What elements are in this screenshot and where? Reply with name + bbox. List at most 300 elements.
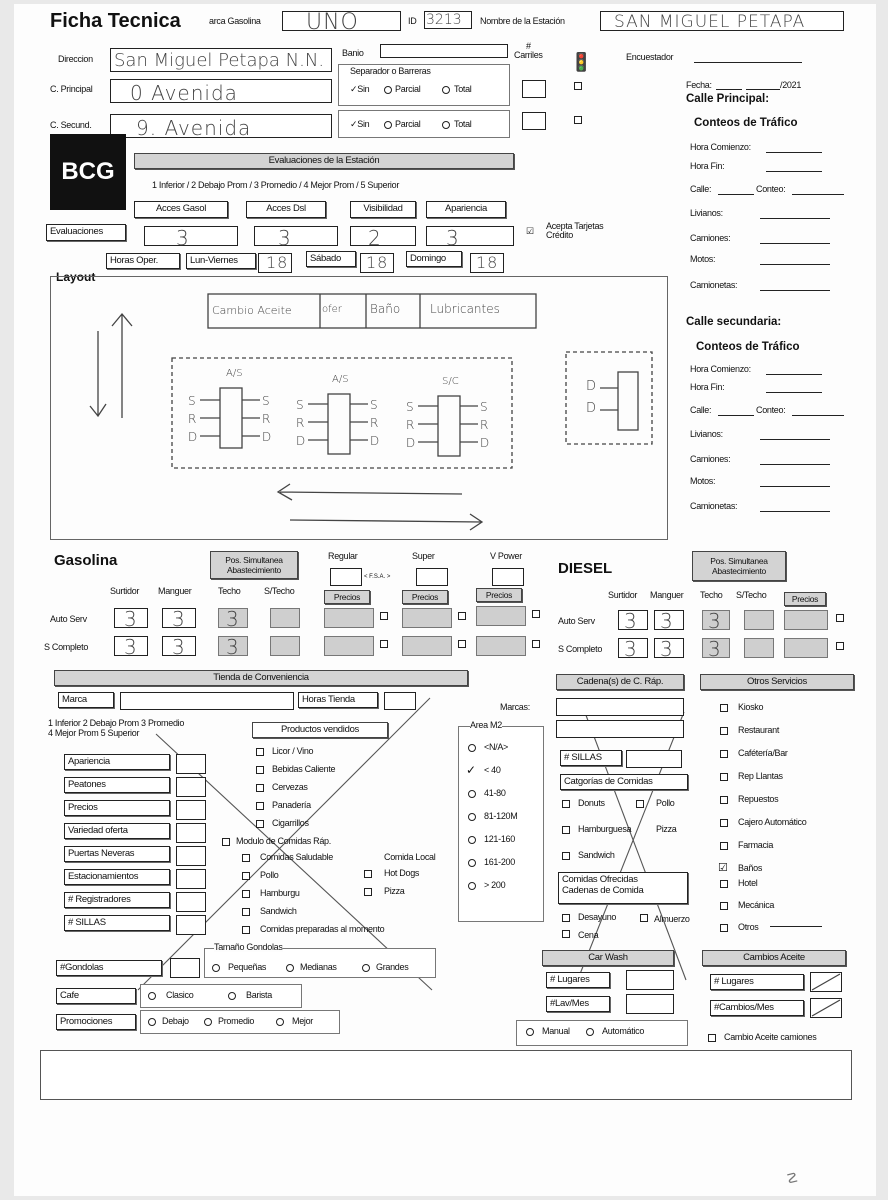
hora-comienzo-label-2: Hora Comienzo: [690, 364, 751, 374]
promedio-radio[interactable] [204, 1018, 212, 1026]
camionetas-line-1[interactable] [760, 290, 830, 291]
otros-label-9: Mecánica [738, 900, 775, 910]
sign-bano: Baño [370, 302, 401, 316]
dsl-surtidor-header: Surtidor [608, 590, 638, 600]
eval-scale: 1 Inferior / 2 Debajo Prom / 3 Promedio / 4 Mejor Prom / 5 Superior [152, 180, 400, 190]
conteo-line-1[interactable] [792, 194, 844, 195]
pollo-cadena-checkbox[interactable] [636, 800, 644, 808]
criteria-label-7: # SILLAS [64, 915, 170, 931]
otros-checkbox-8[interactable] [720, 880, 728, 888]
light2-checkbox[interactable] [574, 116, 582, 124]
calle-line-2[interactable] [718, 415, 754, 416]
sep1-total-radio[interactable] [442, 86, 450, 94]
direccion-value: San Miguel Petapa N.N. [114, 50, 325, 71]
encuestador-line[interactable] [694, 62, 802, 63]
dsl-manguer-header: Manguer [650, 590, 684, 600]
gas-auto-stecho[interactable] [270, 608, 300, 628]
area-option-label-4: 121-160 [484, 834, 515, 844]
comida-checkbox-0[interactable] [242, 854, 250, 862]
gas-comp-sup-check[interactable] [458, 640, 466, 648]
conteo-line-2[interactable] [792, 415, 844, 416]
cadena-field-1[interactable] [556, 698, 684, 716]
producto-label-0: Licor / Vino [272, 746, 314, 756]
criteria-label-5: Estacionamientos [64, 869, 170, 885]
sep1-parcial-radio[interactable] [384, 86, 392, 94]
pizza-cadena-label: Pizza [656, 824, 677, 834]
comida-local-label: Comida Local [384, 852, 436, 862]
hora-comienzo-line-1[interactable] [766, 152, 822, 153]
gas-auto-precio-regular[interactable] [324, 608, 374, 628]
area-option-radio-1[interactable]: ✓ [466, 763, 476, 777]
hora-comienzo-label-1: Hora Comienzo: [690, 142, 751, 152]
survey-sheet [14, 4, 876, 1196]
gas-auto-precio-vpower[interactable] [476, 606, 526, 626]
camionetas-label-2: Camionetas: [690, 501, 738, 511]
otros-label-1: Restaurant [738, 725, 780, 735]
producto-label-2: Cervezas [272, 782, 308, 792]
automatico-label: Automático [602, 1026, 645, 1036]
cadena-sillas-label: # SILLAS [560, 750, 622, 766]
acces-gasol-label: Acces Gasol [134, 201, 228, 218]
secundaria-label: C. Secund. [50, 120, 92, 130]
fecha-year: /2021 [780, 80, 802, 90]
clasico-label: Clasico [166, 990, 194, 1000]
hora-fin-label-2: Hora Fin: [690, 382, 725, 392]
donuts-label: Donuts [578, 798, 605, 808]
sep2-parcial-label: Parcial [395, 119, 421, 129]
domingo-label: Domingo [406, 251, 462, 267]
banio-label: Banio [342, 48, 364, 58]
carriles-label: # Carriles [514, 41, 543, 60]
otros-checkbox-9[interactable] [720, 902, 728, 910]
cambio-camiones-checkbox[interactable] [708, 1034, 716, 1042]
criteria-label-1: Peatones [64, 777, 170, 793]
fecha-day[interactable] [716, 89, 742, 90]
otros-checkbox-3[interactable] [720, 773, 728, 781]
gas-auto-surtidor-value: 3 [124, 607, 138, 631]
gas-auto-label: Auto Serv [50, 614, 87, 624]
fecha-label: Fecha: [686, 80, 712, 90]
camiones-label-1: Camiones: [690, 233, 731, 243]
sabado-label: Sábado [306, 251, 356, 267]
area-option-radio-2[interactable] [468, 790, 476, 798]
gondolas-label: #Gondolas [56, 960, 162, 976]
sign-lubricantes: Lubricantes [430, 302, 500, 316]
comida-label-1: Pollo [260, 870, 279, 880]
tarjetas-checkbox[interactable]: ☑ [526, 226, 534, 236]
encuestador-label: Encuestador [626, 52, 674, 62]
gondolas-field[interactable] [170, 958, 200, 978]
gas-techo-header: Techo [218, 586, 241, 596]
otros-checkbox-10[interactable] [720, 924, 728, 932]
station-label: Nombre de la Estación [480, 16, 565, 26]
regular-field[interactable] [330, 568, 362, 586]
area-option-radio-5[interactable] [468, 859, 476, 867]
dsl-comp-stecho[interactable] [744, 638, 774, 658]
motos-line-1[interactable] [760, 264, 830, 265]
carwash-lav-label: #Lav/Mes [546, 996, 610, 1012]
cena-checkbox[interactable] [562, 930, 570, 938]
separador-label: Separador o Barreras [350, 66, 431, 76]
dsl-techo-header: Techo [700, 590, 723, 600]
area-option-radio-0[interactable] [468, 744, 476, 752]
area-option-radio-4[interactable] [468, 836, 476, 844]
otros-label-3: Rep Llantas [738, 771, 783, 781]
dsl-comp-surtidor-value: 3 [624, 637, 638, 661]
dsl-comp-manguer-value: 3 [660, 637, 674, 661]
pump2-label: A/S [332, 374, 349, 385]
mejor-radio[interactable] [276, 1018, 284, 1026]
cambios-mes-label: #Cambios/Mes [710, 1000, 804, 1016]
camiones-label-2: Camiones: [690, 454, 731, 464]
sep1-sin-option[interactable]: ✓Sin [350, 84, 370, 94]
cambios-lugares-label: # Lugares [710, 974, 804, 990]
motos-line-2[interactable] [760, 486, 830, 487]
otros-label-4: Repuestos [738, 794, 779, 804]
comida-label-2: Hamburgu [260, 888, 300, 898]
dsl-comp-check[interactable] [836, 642, 844, 650]
criteria-label-6: # Registradores [64, 892, 170, 908]
pump1-left-labels: S R D [188, 394, 199, 444]
marca-label: arca Gasolina [209, 16, 261, 26]
camiones-line-2[interactable] [760, 464, 830, 465]
cena-label: Cena [578, 930, 599, 940]
comida-label-4: Comidas preparadas al momento [260, 924, 385, 934]
otros-checkbox-5[interactable] [720, 819, 728, 827]
direccion-label: Direccion [58, 54, 93, 64]
super-field[interactable] [416, 568, 448, 586]
clasico-radio[interactable] [148, 992, 156, 1000]
station-value: SAN MIGUEL PETAPA [614, 12, 806, 32]
gas-stecho-header: S/Techo [264, 586, 295, 596]
motos-label-2: Motos: [690, 476, 716, 486]
gas-auto-manguer-value: 3 [172, 607, 186, 631]
livianos-line-1[interactable] [760, 218, 830, 219]
comments-field[interactable] [40, 1050, 852, 1100]
desayuno-checkbox[interactable] [562, 914, 570, 922]
grandes-radio[interactable] [362, 964, 370, 972]
sandwich-label: Sandwich [578, 850, 615, 860]
hamburguesa-label: Hamburguesa [578, 824, 632, 834]
modulo-label: Modulo de Comidas Ráp. [236, 836, 331, 846]
principal-value: 0 Avenida [130, 81, 238, 105]
eval-visibilidad-field[interactable] [350, 226, 416, 246]
criteria-field-4[interactable] [176, 846, 206, 866]
bcg-logo: BCG [50, 134, 126, 210]
producto-checkbox-1[interactable] [256, 766, 264, 774]
pump3-right-labels: S R D [480, 400, 491, 450]
dsl-precios-header: Precios [784, 592, 826, 606]
criteria-label-4: Puertas Neveras [64, 846, 170, 862]
cambios-header: Cambios Aceite [702, 950, 846, 966]
diesel-pos-header: Pos. Simultanea Abastecimiento [692, 551, 786, 581]
producto-checkbox-2[interactable] [256, 784, 264, 792]
otros-checkbox-2[interactable] [720, 750, 728, 758]
cross-out-mark-2 [574, 704, 694, 984]
gasolina-title: Gasolina [54, 552, 118, 569]
otros-label-8: Hotel [738, 878, 758, 888]
conteo-label-2: Conteo: [756, 405, 786, 415]
id-value: 3213 [426, 12, 462, 28]
productos-header: Productos vendidos [252, 722, 388, 738]
area-option-label-2: 41-80 [484, 788, 506, 798]
gas-precios-regular: Precios [324, 590, 370, 604]
area-group [458, 726, 544, 922]
categorias-label: Catgorías de Comidas [560, 774, 688, 790]
pollo-cadena-label: Pollo [656, 798, 675, 808]
dsl-completo-label: S Completo [558, 644, 603, 654]
diesel-title: DIESEL [558, 560, 613, 577]
eval-v3: 2 [368, 226, 382, 250]
pump2-right-labels: S R D [370, 398, 381, 448]
gas-precios-vpower: Precios [476, 588, 522, 602]
apariencia-label: Apariencia [426, 201, 506, 218]
carriles1-field[interactable] [522, 80, 546, 98]
criteria-field-3[interactable] [176, 823, 206, 843]
pump2-left-labels: S R D [296, 398, 307, 448]
layout-sketch [50, 276, 668, 540]
gas-comp-vp-check[interactable] [532, 640, 540, 648]
producto-checkbox-3[interactable] [256, 802, 264, 810]
debajo-label: Debajo [162, 1016, 189, 1026]
traffic-light-icon: 🚦 [570, 52, 593, 72]
dsl-auto-stecho[interactable] [744, 610, 774, 630]
calle-secundaria-title: Calle secundaria: [686, 316, 782, 328]
criteria-label-2: Precios [64, 800, 170, 816]
medianas-label: Medianas [300, 962, 337, 972]
carwash-header: Car Wash [542, 950, 674, 966]
hora-fin-line-2[interactable] [766, 392, 822, 393]
producto-checkbox-4[interactable] [256, 820, 264, 828]
scribble-mark: ☡ [786, 1170, 799, 1186]
sign-oferta: ofer [322, 304, 342, 315]
area-option-label-5: 161-200 [484, 857, 515, 867]
tienda-header: Tienda de Conveniencia [54, 670, 468, 686]
otros-checkbox-6[interactable] [720, 842, 728, 850]
pump3-left-labels: S R D [406, 400, 417, 450]
otros-label-0: Kiosko [738, 702, 764, 712]
layout-title: Layout [56, 270, 96, 284]
livianos-line-2[interactable] [760, 439, 830, 440]
page-title: Ficha Tecnica [50, 10, 181, 32]
gas-comp-manguer-value: 3 [172, 635, 186, 659]
tienda-scale-1: 1 Inferior 2 Debajo Prom 3 Promedio [48, 718, 185, 728]
manual-label: Manual [542, 1026, 570, 1036]
pequenas-radio[interactable] [212, 964, 220, 972]
fsa-label: < F.S.A. > [364, 574, 391, 580]
cadena-field-2[interactable] [556, 720, 684, 738]
carwash-lav-field[interactable] [626, 994, 674, 1014]
sep2-total-radio[interactable] [442, 121, 450, 129]
barista-label: Barista [246, 990, 272, 1000]
eval-acces-gasol-field[interactable] [144, 226, 238, 246]
gasolina-pos-header: Pos. Simultanea Abastecimiento [210, 551, 298, 579]
sign-cambio-aceite: Cambio Aceite [212, 304, 292, 317]
gas-surtidor-header: Surtidor [110, 586, 140, 596]
gas-comp-surtidor-value: 3 [124, 635, 138, 659]
dsl-auto-label: Auto Serv [558, 616, 595, 626]
area-option-radio-6[interactable] [468, 882, 476, 890]
hora-fin-label-1: Hora Fin: [690, 161, 725, 171]
camionetas-label-1: Camionetas: [690, 280, 738, 290]
cadena-sillas-field[interactable] [626, 750, 682, 768]
calle-label-2: Calle: [690, 405, 712, 415]
marca-value: UNO [306, 10, 359, 35]
producto-label-4: Cigarrillos [272, 818, 309, 828]
cafe-label: Cafe [56, 988, 136, 1004]
gas-completo-label: S Completo [44, 642, 89, 652]
comida-checkbox-1[interactable] [242, 872, 250, 880]
mejor-label: Mejor [292, 1016, 314, 1026]
gas-comp-precio-super[interactable] [402, 636, 452, 656]
horas-tienda-field[interactable] [384, 692, 416, 710]
area-title: Area M2 [470, 720, 502, 730]
diesel-pump-labels: D D [586, 379, 598, 416]
almuerzo-checkbox[interactable] [640, 914, 648, 922]
dsl-auto-check[interactable] [836, 614, 844, 622]
criteria-field-2[interactable] [176, 800, 206, 820]
criteria-label-0: Apariencia [64, 754, 170, 770]
gas-comp-reg-check[interactable] [380, 640, 388, 648]
dsl-auto-precio[interactable] [784, 610, 828, 630]
pizza-local-label: Pizza [384, 886, 405, 896]
barista-radio[interactable] [228, 992, 236, 1000]
gas-comp-precio-regular[interactable] [324, 636, 374, 656]
gas-auto-sup-check[interactable] [458, 612, 466, 620]
otros-label-10: Otros [738, 922, 759, 932]
comida-checkbox-2[interactable] [242, 890, 250, 898]
secundaria-value: 9. Avenida [136, 116, 252, 140]
sep2-parcial-radio[interactable] [384, 121, 392, 129]
comida-checkbox-3[interactable] [242, 908, 250, 916]
lun-viernes-value: 18 [266, 253, 289, 272]
criteria-label-3: Variedad oferta [64, 823, 170, 839]
motos-label-1: Motos: [690, 254, 716, 264]
medianas-radio[interactable] [286, 964, 294, 972]
grandes-label: Grandes [376, 962, 409, 972]
area-option-label-6: > 200 [484, 880, 506, 890]
gas-auto-reg-check[interactable] [380, 612, 388, 620]
conteo-label-1: Conteo: [756, 184, 786, 194]
otros-checkbox-1[interactable] [720, 727, 728, 735]
pump3-label: S/C [442, 376, 459, 387]
dsl-auto-surtidor-value: 3 [624, 609, 638, 633]
regular-label: Regular [328, 551, 358, 561]
criteria-field-5[interactable] [176, 869, 206, 889]
light1-checkbox[interactable] [574, 82, 582, 90]
dsl-auto-techo-value: 3 [708, 609, 722, 633]
eval-apariencia-field[interactable] [426, 226, 514, 246]
comida-checkbox-4[interactable] [242, 926, 250, 934]
area-option-radio-3[interactable] [468, 813, 476, 821]
area-option-label-0: <N/A> [484, 742, 509, 752]
tienda-marca-field[interactable] [120, 692, 294, 710]
area-option-label-3: 81-120M [484, 811, 518, 821]
modulo-checkbox[interactable] [222, 838, 230, 846]
almuerzo-label: Almuerzo [654, 914, 690, 924]
promedio-label: Promedio [218, 1016, 255, 1026]
horas-tienda-label: Horas Tienda [298, 692, 378, 708]
gas-comp-precio-vpower[interactable] [476, 636, 526, 656]
calle-principal-title: Calle Principal: [686, 93, 770, 105]
gas-comp-stecho[interactable] [270, 636, 300, 656]
dsl-stecho-header: S/Techo [736, 590, 767, 600]
otros-checkbox-4[interactable] [720, 796, 728, 804]
evaluaciones-label: Evaluaciones [46, 224, 126, 241]
criteria-field-1[interactable] [176, 777, 206, 797]
pump1-right-labels: S R D [262, 394, 273, 444]
fecha-month[interactable] [746, 89, 780, 90]
criteria-field-7[interactable] [176, 915, 206, 935]
dsl-comp-techo-value: 3 [708, 637, 722, 661]
sep1-parcial-label: Parcial [395, 84, 421, 94]
hotdogs-label: Hot Dogs [384, 868, 420, 878]
sep2-total-label: Total [454, 119, 472, 129]
dsl-comp-precio[interactable] [784, 638, 828, 658]
banio-field[interactable] [380, 44, 508, 58]
automatico-radio[interactable] [586, 1028, 594, 1036]
gas-precios-super: Precios [402, 590, 448, 604]
ofrecidas-label: Comidas Ofrecidas Cadenas de Comida [558, 872, 688, 904]
eval-header: Evaluaciones de la Estación [134, 153, 514, 169]
camionetas-line-2[interactable] [760, 511, 830, 512]
donuts-checkbox[interactable] [562, 800, 570, 808]
otros-label-5: Cajero Automático [738, 817, 807, 827]
super-label: Super [412, 551, 435, 561]
hotdogs-checkbox[interactable] [364, 870, 372, 878]
otros-checkbox-0[interactable] [720, 704, 728, 712]
visibilidad-label: Visibilidad [350, 201, 416, 218]
vpower-field[interactable] [492, 568, 524, 586]
vpower-label: V Power [490, 551, 522, 561]
acces-dsl-label: Acces Dsl [246, 201, 326, 218]
debajo-radio[interactable] [148, 1018, 156, 1026]
criteria-field-6[interactable] [176, 892, 206, 912]
cadena-header: Cadena(s) de C. Ráp. [556, 674, 684, 690]
principal-label: C. Principal [50, 84, 93, 94]
promociones-label: Promociones [56, 1014, 136, 1030]
gas-auto-vp-check[interactable] [532, 610, 540, 618]
domingo-value: 18 [476, 253, 499, 272]
hamburguesa-checkbox[interactable] [562, 826, 570, 834]
pizza-local-checkbox[interactable] [364, 888, 372, 896]
tienda-scale-2: 4 Mejor Prom 5 Superior [48, 728, 140, 738]
calle-line-1[interactable] [718, 194, 754, 195]
sep2-sin-option[interactable]: ✓Sin [350, 119, 370, 129]
horas-oper-label: Horas Oper. [106, 253, 180, 269]
manual-radio[interactable] [526, 1028, 534, 1036]
hora-fin-line-1[interactable] [766, 171, 822, 172]
camiones-line-1[interactable] [760, 243, 830, 244]
gas-manguer-header: Manguer [158, 586, 192, 596]
gas-auto-techo-value: 3 [226, 607, 240, 631]
otros-checkbox-7[interactable]: ☑ [718, 862, 728, 874]
eval-acces-dsl-field[interactable] [254, 226, 338, 246]
comida-label-0: Comidas Saludable [260, 852, 333, 862]
producto-checkbox-0[interactable] [256, 748, 264, 756]
criteria-field-0[interactable] [176, 754, 206, 774]
hora-comienzo-line-2[interactable] [766, 374, 822, 375]
producto-label-1: Bebidas Caliente [272, 764, 336, 774]
otros-line[interactable] [770, 926, 822, 927]
cafe-group [140, 984, 302, 1008]
sandwich-checkbox[interactable] [562, 852, 570, 860]
cambio-camiones-label: Cambio Aceite camiones [724, 1032, 817, 1042]
eval-v2: 3 [278, 226, 292, 250]
carwash-lugares-field[interactable] [626, 970, 674, 990]
carriles2-field[interactable] [522, 112, 546, 130]
gas-auto-precio-super[interactable] [402, 608, 452, 628]
